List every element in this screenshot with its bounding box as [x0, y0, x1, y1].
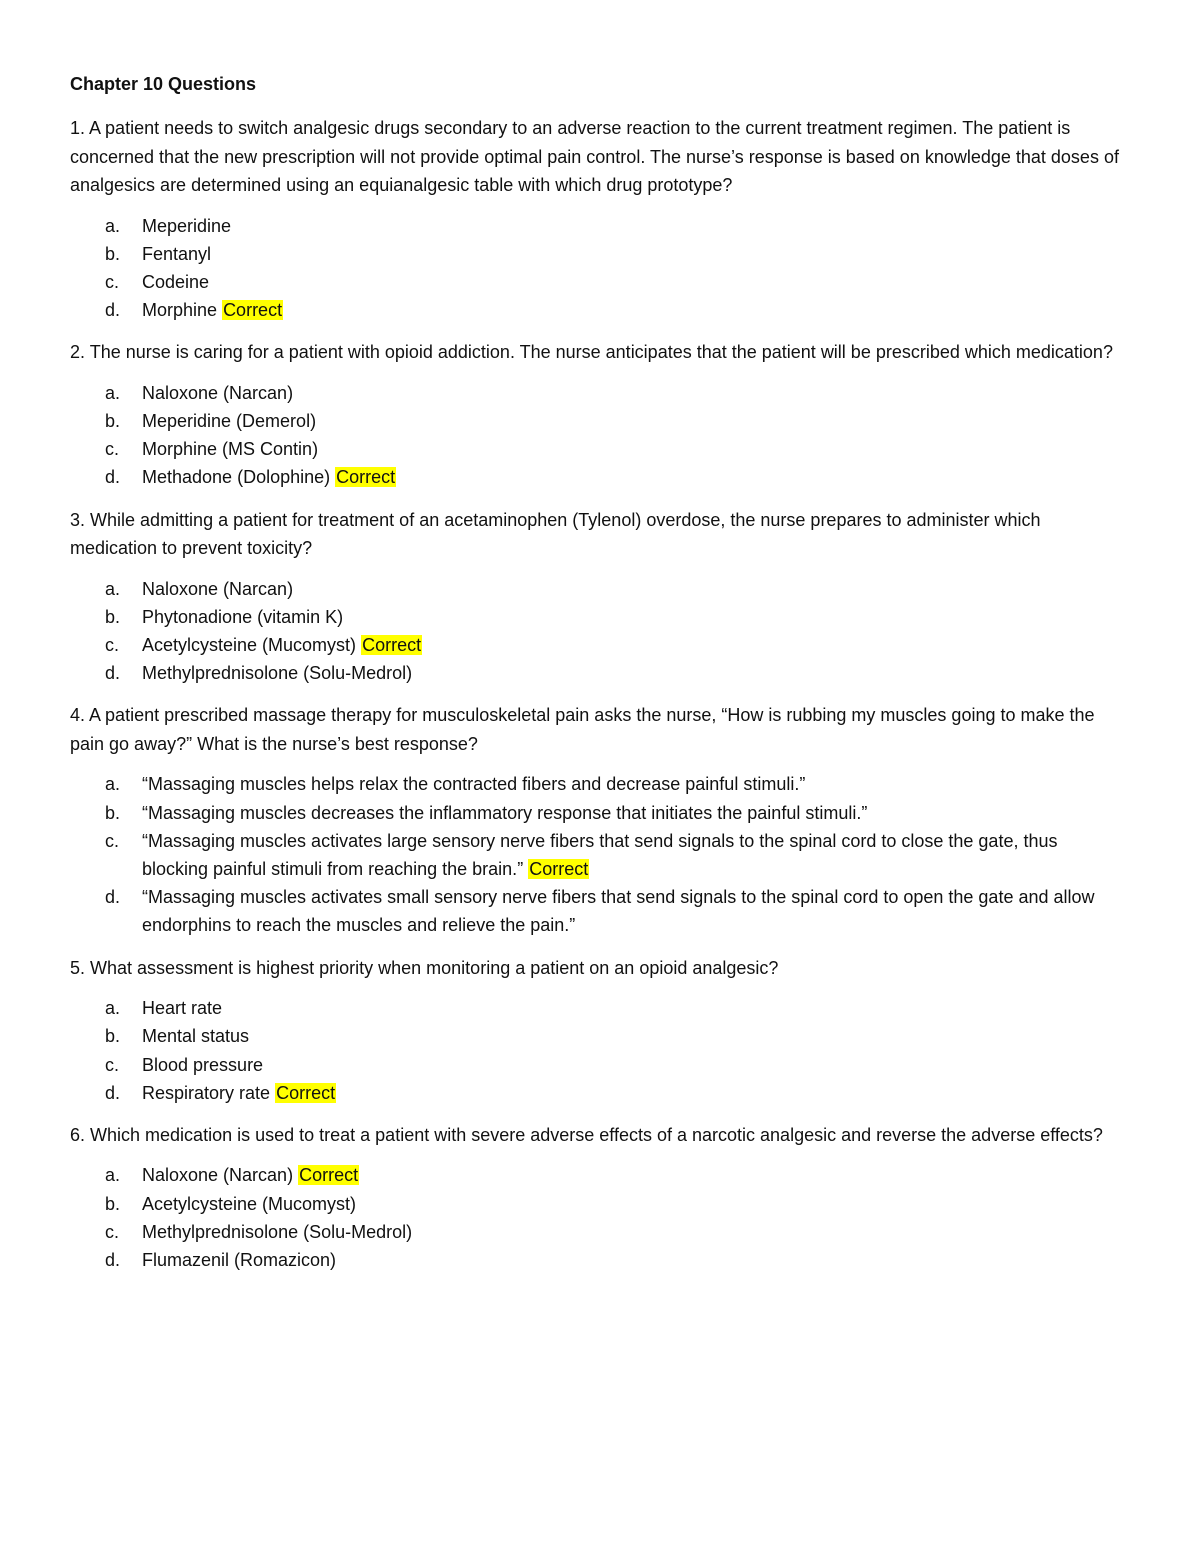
option-text: “Massaging muscles activates small sensory nerve fibers that send signals to the spinal cord to open the gate and allow endorphins to reach the muscles and relieve the pain.” — [142, 887, 1095, 936]
option-text: Respiratory rate — [142, 1082, 271, 1103]
option-text-wrap — [142, 883, 1132, 939]
option-letter: c. — [105, 1221, 120, 1242]
option-text: Meperidine — [142, 215, 232, 236]
answer-option-d — [70, 296, 1132, 324]
option-letter: d. — [105, 663, 121, 684]
question-4 — [70, 701, 1132, 939]
question-text: Which medication is used to treat a patient with severe adverse effects of a narcotic analgesic and reverse the adverse effects? — [90, 1124, 1103, 1145]
question-text: A patient prescribed massage therapy for musculoskeletal pain asks the nurse, “How is rubbing my muscles going to make the pain go away?” What is the nurse’s best response? — [70, 705, 1095, 754]
option-text-wrap — [142, 1079, 1132, 1107]
answer-option-b — [70, 240, 1132, 268]
option-text-wrap — [142, 575, 1132, 603]
option-text: “Massaging muscles decreases the inflammatory response that initiates the painful stimuli.” — [142, 802, 868, 823]
answer-option-c — [70, 1051, 1132, 1079]
option-text: Acetylcysteine (Mucomyst) — [142, 635, 357, 656]
option-letter: b. — [105, 606, 121, 627]
option-text-wrap — [142, 435, 1132, 463]
option-text-wrap — [142, 799, 1132, 827]
option-letter: b. — [105, 1026, 121, 1047]
question-list — [70, 114, 1132, 1274]
option-text: Methylprednisolone (Solu-Medrol) — [142, 663, 413, 684]
option-text-wrap — [142, 212, 1132, 240]
option-text: Methadone (Dolophine) — [142, 467, 331, 488]
option-text: “Massaging muscles helps relax the contracted fibers and decrease painful stimuli.” — [142, 774, 806, 795]
option-text-wrap — [142, 1218, 1132, 1246]
correct-answer-badge: Correct — [336, 467, 396, 488]
question-text: While admitting a patient for treatment of an acetaminophen (Tylenol) overdose, the nurse prepares to administer which medication to prevent toxicity? — [70, 509, 1041, 559]
question-text: A patient needs to switch analgesic drugs secondary to an adverse reaction to the current treatment regimen. The patient is concerned that the new prescription will not provide optimal pain control. The nurse’s response is based on knowledge that doses of analgesics are determined using an equianalgesic table with which drug prototype? — [70, 118, 1119, 195]
answer-options — [70, 1161, 1132, 1274]
option-text-wrap — [142, 1161, 1132, 1189]
question-stem — [70, 506, 1132, 563]
answer-option-b — [70, 1190, 1132, 1218]
option-letter: b. — [105, 411, 121, 432]
question-number: 1. — [70, 118, 86, 138]
option-text: Morphine (MS Contin) — [142, 439, 319, 460]
option-letter: a. — [105, 1165, 121, 1186]
answer-option-c — [70, 1218, 1132, 1246]
option-text-wrap — [142, 1051, 1132, 1079]
option-letter: b. — [105, 1193, 121, 1214]
correct-answer-badge: Correct — [362, 635, 422, 656]
question-number: 5. — [70, 957, 86, 978]
option-letter: a. — [105, 774, 121, 795]
option-text-wrap — [142, 268, 1132, 296]
option-letter: c. — [105, 1054, 120, 1075]
option-text-wrap — [142, 1246, 1132, 1274]
option-text: Meperidine (Demerol) — [142, 411, 317, 432]
option-letter: a. — [105, 215, 121, 236]
option-text-wrap — [142, 631, 1132, 659]
option-letter: d. — [105, 1250, 121, 1271]
question-stem — [70, 114, 1132, 200]
answer-options — [70, 379, 1132, 492]
option-text: Naloxone (Narcan) — [142, 382, 294, 403]
question-stem — [70, 701, 1132, 758]
option-text: Heart rate — [142, 998, 223, 1019]
option-text: “Massaging muscles activates large sensory nerve fibers that send signals to the spinal cord to close the gate, thus blocking painful stimuli from reaching the brain.” — [142, 830, 1058, 880]
question-text: The nurse is caring for a patient with opioid addiction. The nurse anticipates that the patient will be prescribed which medication? — [89, 342, 1113, 363]
answer-option-b — [70, 1022, 1132, 1050]
question-stem — [70, 954, 1132, 983]
option-letter: b. — [105, 243, 121, 264]
correct-answer-badge: Correct — [529, 859, 589, 880]
option-letter: c. — [105, 635, 120, 656]
answer-option-c — [70, 631, 1132, 659]
answer-option-c — [70, 435, 1132, 463]
answer-option-a — [70, 379, 1132, 407]
answer-options — [70, 770, 1132, 939]
question-2 — [70, 338, 1132, 491]
question-text: What assessment is highest priority when monitoring a patient on an opioid analgesic? — [90, 957, 779, 978]
answer-option-a — [70, 770, 1132, 798]
answer-option-d — [70, 883, 1132, 939]
document-page — [70, 70, 1132, 1288]
option-letter: a. — [105, 998, 121, 1019]
option-text: Blood pressure — [142, 1054, 264, 1075]
option-letter: c. — [105, 439, 120, 460]
answer-option-a — [70, 994, 1132, 1022]
option-text-wrap — [142, 407, 1132, 435]
answer-options — [70, 575, 1132, 688]
answer-option-c — [70, 268, 1132, 296]
correct-answer-badge: Correct — [223, 300, 283, 321]
option-text: Naloxone (Narcan) — [142, 578, 294, 599]
answer-option-a — [70, 575, 1132, 603]
option-letter: d. — [105, 467, 121, 488]
question-stem — [70, 1121, 1132, 1150]
answer-option-d — [70, 463, 1132, 491]
question-number: 3. — [70, 509, 86, 530]
question-3 — [70, 506, 1132, 688]
option-text: Naloxone (Narcan) — [142, 1165, 294, 1186]
option-text: Codeine — [142, 271, 210, 292]
answer-option-b — [70, 799, 1132, 827]
option-text-wrap — [142, 770, 1132, 798]
answer-option-b — [70, 407, 1132, 435]
option-text: Fentanyl — [142, 243, 212, 264]
question-5 — [70, 954, 1132, 1107]
question-1 — [70, 114, 1132, 324]
option-text: Methylprednisolone (Solu-Medrol) — [142, 1221, 413, 1242]
option-letter: d. — [105, 1082, 121, 1103]
answer-option-a — [70, 1161, 1132, 1189]
answer-option-d — [70, 659, 1132, 687]
answer-option-d — [70, 1079, 1132, 1107]
option-text-wrap — [142, 379, 1132, 407]
option-letter: d. — [105, 300, 121, 321]
option-letter: a. — [105, 578, 121, 599]
option-text-wrap — [142, 827, 1132, 883]
answer-options — [70, 212, 1132, 325]
answer-option-a — [70, 212, 1132, 240]
question-stem — [70, 338, 1132, 367]
chapter-title: Chapter 10 Questions — [70, 74, 257, 94]
option-letter: d. — [105, 887, 121, 908]
answer-option-b — [70, 603, 1132, 631]
answer-option-d — [70, 1246, 1132, 1274]
option-text-wrap — [142, 659, 1132, 687]
option-text: Phytonadione (vitamin K) — [142, 606, 344, 627]
question-number: 4. — [70, 705, 86, 726]
answer-option-c — [70, 827, 1132, 883]
option-text-wrap — [142, 1022, 1132, 1050]
answer-options — [70, 994, 1132, 1107]
option-text-wrap — [142, 1190, 1132, 1218]
option-text-wrap — [142, 296, 1132, 324]
option-text-wrap — [142, 463, 1132, 491]
option-text-wrap — [142, 603, 1132, 631]
option-letter: b. — [105, 802, 121, 823]
option-letter: a. — [105, 382, 121, 403]
option-text: Flumazenil (Romazicon) — [142, 1250, 337, 1271]
option-text-wrap — [142, 240, 1132, 268]
option-text: Mental status — [142, 1026, 250, 1047]
option-letter: c. — [105, 830, 120, 851]
option-letter: c. — [105, 271, 120, 292]
question-6 — [70, 1121, 1132, 1274]
option-text: Acetylcysteine (Mucomyst) — [142, 1193, 357, 1214]
option-text: Morphine — [142, 300, 218, 321]
correct-answer-badge: Correct — [299, 1165, 359, 1186]
question-number: 2. — [70, 342, 86, 363]
correct-answer-badge: Correct — [276, 1082, 336, 1103]
option-text-wrap — [142, 994, 1132, 1022]
question-number: 6. — [70, 1124, 86, 1145]
